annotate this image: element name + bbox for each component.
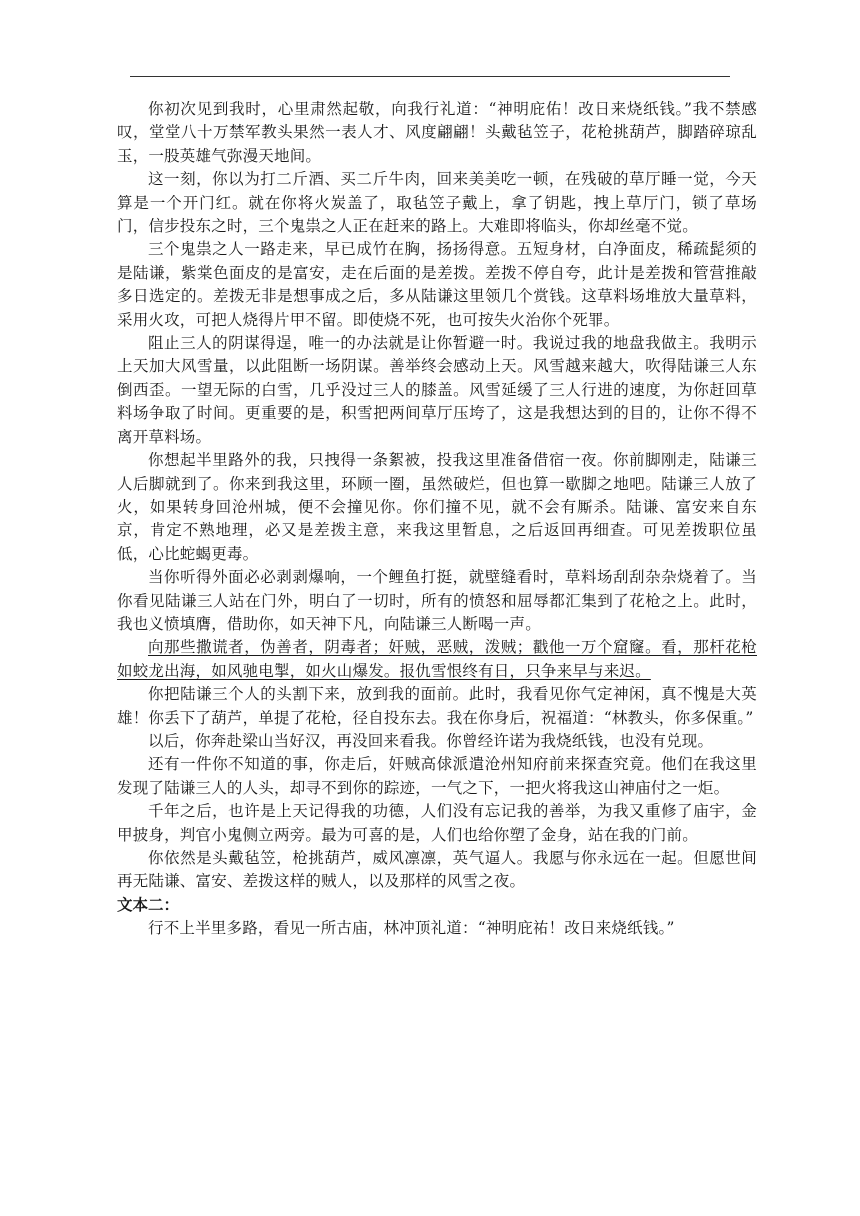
paragraph-11: 千年之后，也许是上天记得我的功德，人们没有忘记我的善举，为我又重修了庙宇，金甲披身，判官小鬼侧立两旁。最为可喜的是，人们也给你塑了金身，站在我的门前。 — [117, 802, 757, 844]
document-body — [117, 98, 757, 941]
paragraph-5: 你想起半里路外的我，只拽得一条絮被，投我这里准备借宿一夜。你前脚刚走，陆谦三人后脚就到了。你来到我这里，环顾一圈，虽然破烂，但也算一歇脚之地吧。陆谦三人放了火，如果转身回沧州城，便不会撞见你。你们撞不见，就不会有厮杀。陆谦、富安来自东京，肯定不熟地理，必又是差拨主意，来我这里暂息，之后返回再细查。可见差拨职位虽低，心比蛇蝎更毒。 — [117, 451, 757, 563]
text-two-paragraph: 行不上半里多路，看见一所古庙，林冲顶礼道：“神明庇祐！改日来烧纸钱。” — [148, 919, 675, 938]
section-heading: 文本二： — [117, 895, 180, 914]
paragraph-3: 三个鬼祟之人一路走来，早已成竹在胸，扬扬得意。五短身材，白净面皮，稀疏髭须的是陆谦，紫棠色面皮的是富安，走在后面的是差拨。差拨不停自夸，此计是差拨和管营推敲多日选定的。差拨无非是想事成之后，多从陆谦这里领几个赏钱。这草料场堆放大量草料，采用火攻，可把人烧得片甲不留。即使烧不死，也可按失火治你个死罪。 — [117, 240, 757, 329]
paragraph-10: 还有一件你不知道的事，你走后，奸贼高俅派遣沧州知府前来探查究竟。他们在我这里发现了陆谦三人的人头，却寻不到你的踪迹，一气之下，一把火将我这山神庙付之一炬。 — [117, 755, 757, 797]
underlined-paragraph — [117, 636, 757, 683]
paragraph-12: 你依然是头戴毡笠，枪挑葫芦，威风凛凛，英气逼人。我愿与你永远在一起。但愿世间再无陆谦、富安、差拨这样的贼人，以及那样的风雪之夜。 — [117, 849, 757, 891]
paragraph-9: 以后，你奔赴梁山当好汉，再没回来看我。你曾经许诺为我烧纸钱，也没有兑现。 — [148, 731, 714, 750]
paragraph-6: 当你听得外面必必剥剥爆响，一个鲤鱼打挺，就壁缝看时，草料场刮刮杂杂烧着了。当你看见陆谦三人站在门外，明白了一切时，所有的愤怒和屈辱都汇集到了花枪之上。此时，我也义愤填膺，借助你，如天神下凡，向陆谦三人断喝一声。 — [117, 568, 757, 633]
paragraph-1: 你初次见到我时，心里肃然起敬，向我行礼道：“神明庇佑！改日来烧纸钱。”我不禁感叹，堂堂八十万禁军教头果然一表人才、风度翩翩！头戴毡笠子，花枪挑葫芦，脚踏碎琼乱玉，一股英雄气弥漫天地间。 — [117, 100, 757, 165]
paragraph-2: 这一刻，你以为打二斤酒、买二斤牛肉，回来美美吃一顿，在残破的草厅睡一觉，今天算是一个开门红。就在你将火炭盖了，取毡笠子戴上，拿了钥匙，拽上草厅门，锁了草场门，信步投东之时，三个鬼祟之人正在赶来的路上。大难即将临头，你却丝毫不觉。 — [117, 170, 757, 236]
underlined-text: 向那些撒谎者，伪善者，阴毒者；奸贼，恶贼，泼贼；戳他一万个窟窿。看，那杆花枪如蛟龙出海，如风驰电掣，如火山爆发。报仇雪恨终有日，只争来早与来迟。 — [117, 638, 757, 680]
header-rule — [130, 76, 730, 77]
paragraph-4: 阻止三人的阴谋得逞，唯一的办法就是让你暂避一时。我说过我的地盘我做主。我明示上天加大风雪量，以此阻断一场阴谋。善举终会感动上天。风雪越来越大，吹得陆谦三人东倒西歪。一望无际的白雪，几乎没过三人的膝盖。风雪延缓了三人行进的速度，为你赶回草料场争取了时间。更重要的是，积雪把两间草厅压垮了，这是我想达到的目的，让你不得不离开草料场。 — [117, 334, 757, 446]
paragraph-8: 你把陆谦三个人的头割下来，放到我的面前。此时，我看见你气定神闲，真不愧是大英雄！你丢下了葫芦，单提了花枪，径自投东去。我在你身后，祝福道：“林教头，你多保重。” — [117, 685, 757, 727]
